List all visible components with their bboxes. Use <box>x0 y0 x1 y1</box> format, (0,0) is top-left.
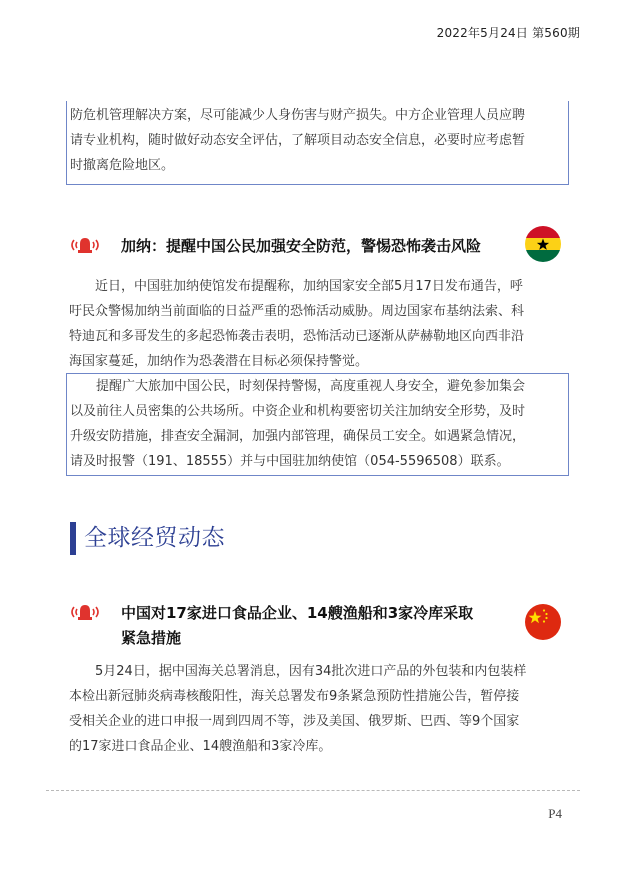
advice-line: 时撤离危险地区。 <box>70 158 175 173</box>
alarm-bell-icon <box>68 235 102 255</box>
paragraph-line: 的17家进口食品企业、14艘渔船和3家冷库。 <box>69 739 332 754</box>
china-paragraph <box>69 659 566 759</box>
china-flag-icon <box>525 604 561 640</box>
ghana-advice-box <box>66 373 569 476</box>
footer-divider <box>46 790 580 791</box>
heading-accent-bar <box>70 522 76 555</box>
china-section-title-line-2: 紧急措施 <box>121 629 182 647</box>
china-section-title-line-1: 中国对17家进口食品企业、14艘渔船和3家冷库采取 <box>121 604 474 622</box>
issue-date: 2022年5月24日 第560期 <box>436 26 580 40</box>
paragraph-line: 升级安防措施，排查安全漏洞，加强内部管理，确保员工安全。如遇紧急情况， <box>70 429 526 444</box>
paragraph-line: 吁民众警惕加纳当前面临的日益严重的恐怖活动威胁。周边国家布基纳法索、科 <box>69 304 525 319</box>
ghana-flag-icon <box>525 226 561 262</box>
page-number: P4 <box>548 806 562 821</box>
global-trade-heading: 全球经贸动态 <box>84 525 225 551</box>
paragraph-line: 提醒广大旅加中国公民，时刻保持警惕，高度重视人身安全，避免参加集会 <box>96 379 526 394</box>
continued-advice-box <box>66 101 569 185</box>
paragraph-line: 海国家蔓延，加纳作为恐袭潜在目标必须保持警觉。 <box>69 354 369 369</box>
advice-line: 请专业机构，随时做好动态安全评估，了解项目动态安全信息，必要时应考虑暂 <box>70 133 526 148</box>
paragraph-line: 本检出新冠肺炎病毒核酸阳性，海关总署发布9条紧急预防性措施公告，暂停接 <box>69 689 520 704</box>
ghana-paragraph-1 <box>69 274 566 374</box>
paragraph-line: 以及前往人员密集的公共场所。中资企业和机构要密切关注加纳安全形势，及时 <box>70 404 526 419</box>
paragraph-line: 受相关企业的进口申报一周到四周不等，涉及美国、俄罗斯、巴西、等9个国家 <box>69 714 520 729</box>
advice-line: 防危机管理解决方案，尽可能减少人身伤害与财产损失。中方企业管理人员应聘 <box>70 108 526 123</box>
paragraph-line: 请及时报警（191、18555）并与中国驻加纳使馆（054-5596508）联系。 <box>70 454 510 469</box>
paragraph-line: 近日，中国驻加纳使馆发布提醒称，加纳国家安全部5月17日发布通告，呼 <box>95 279 523 294</box>
alarm-bell-icon <box>68 602 102 622</box>
paragraph-line: 特迪瓦和多哥发生的多起恐怖袭击表明，恐怖活动已逐渐从萨赫勒地区向西非沿 <box>69 329 525 344</box>
ghana-section-title: 加纳：提醒中国公民加强安全防范，警惕恐怖袭击风险 <box>121 237 482 255</box>
paragraph-line: 5月24日，据中国海关总署消息，因有34批次进口产品的外包装和内包装样 <box>95 664 527 679</box>
